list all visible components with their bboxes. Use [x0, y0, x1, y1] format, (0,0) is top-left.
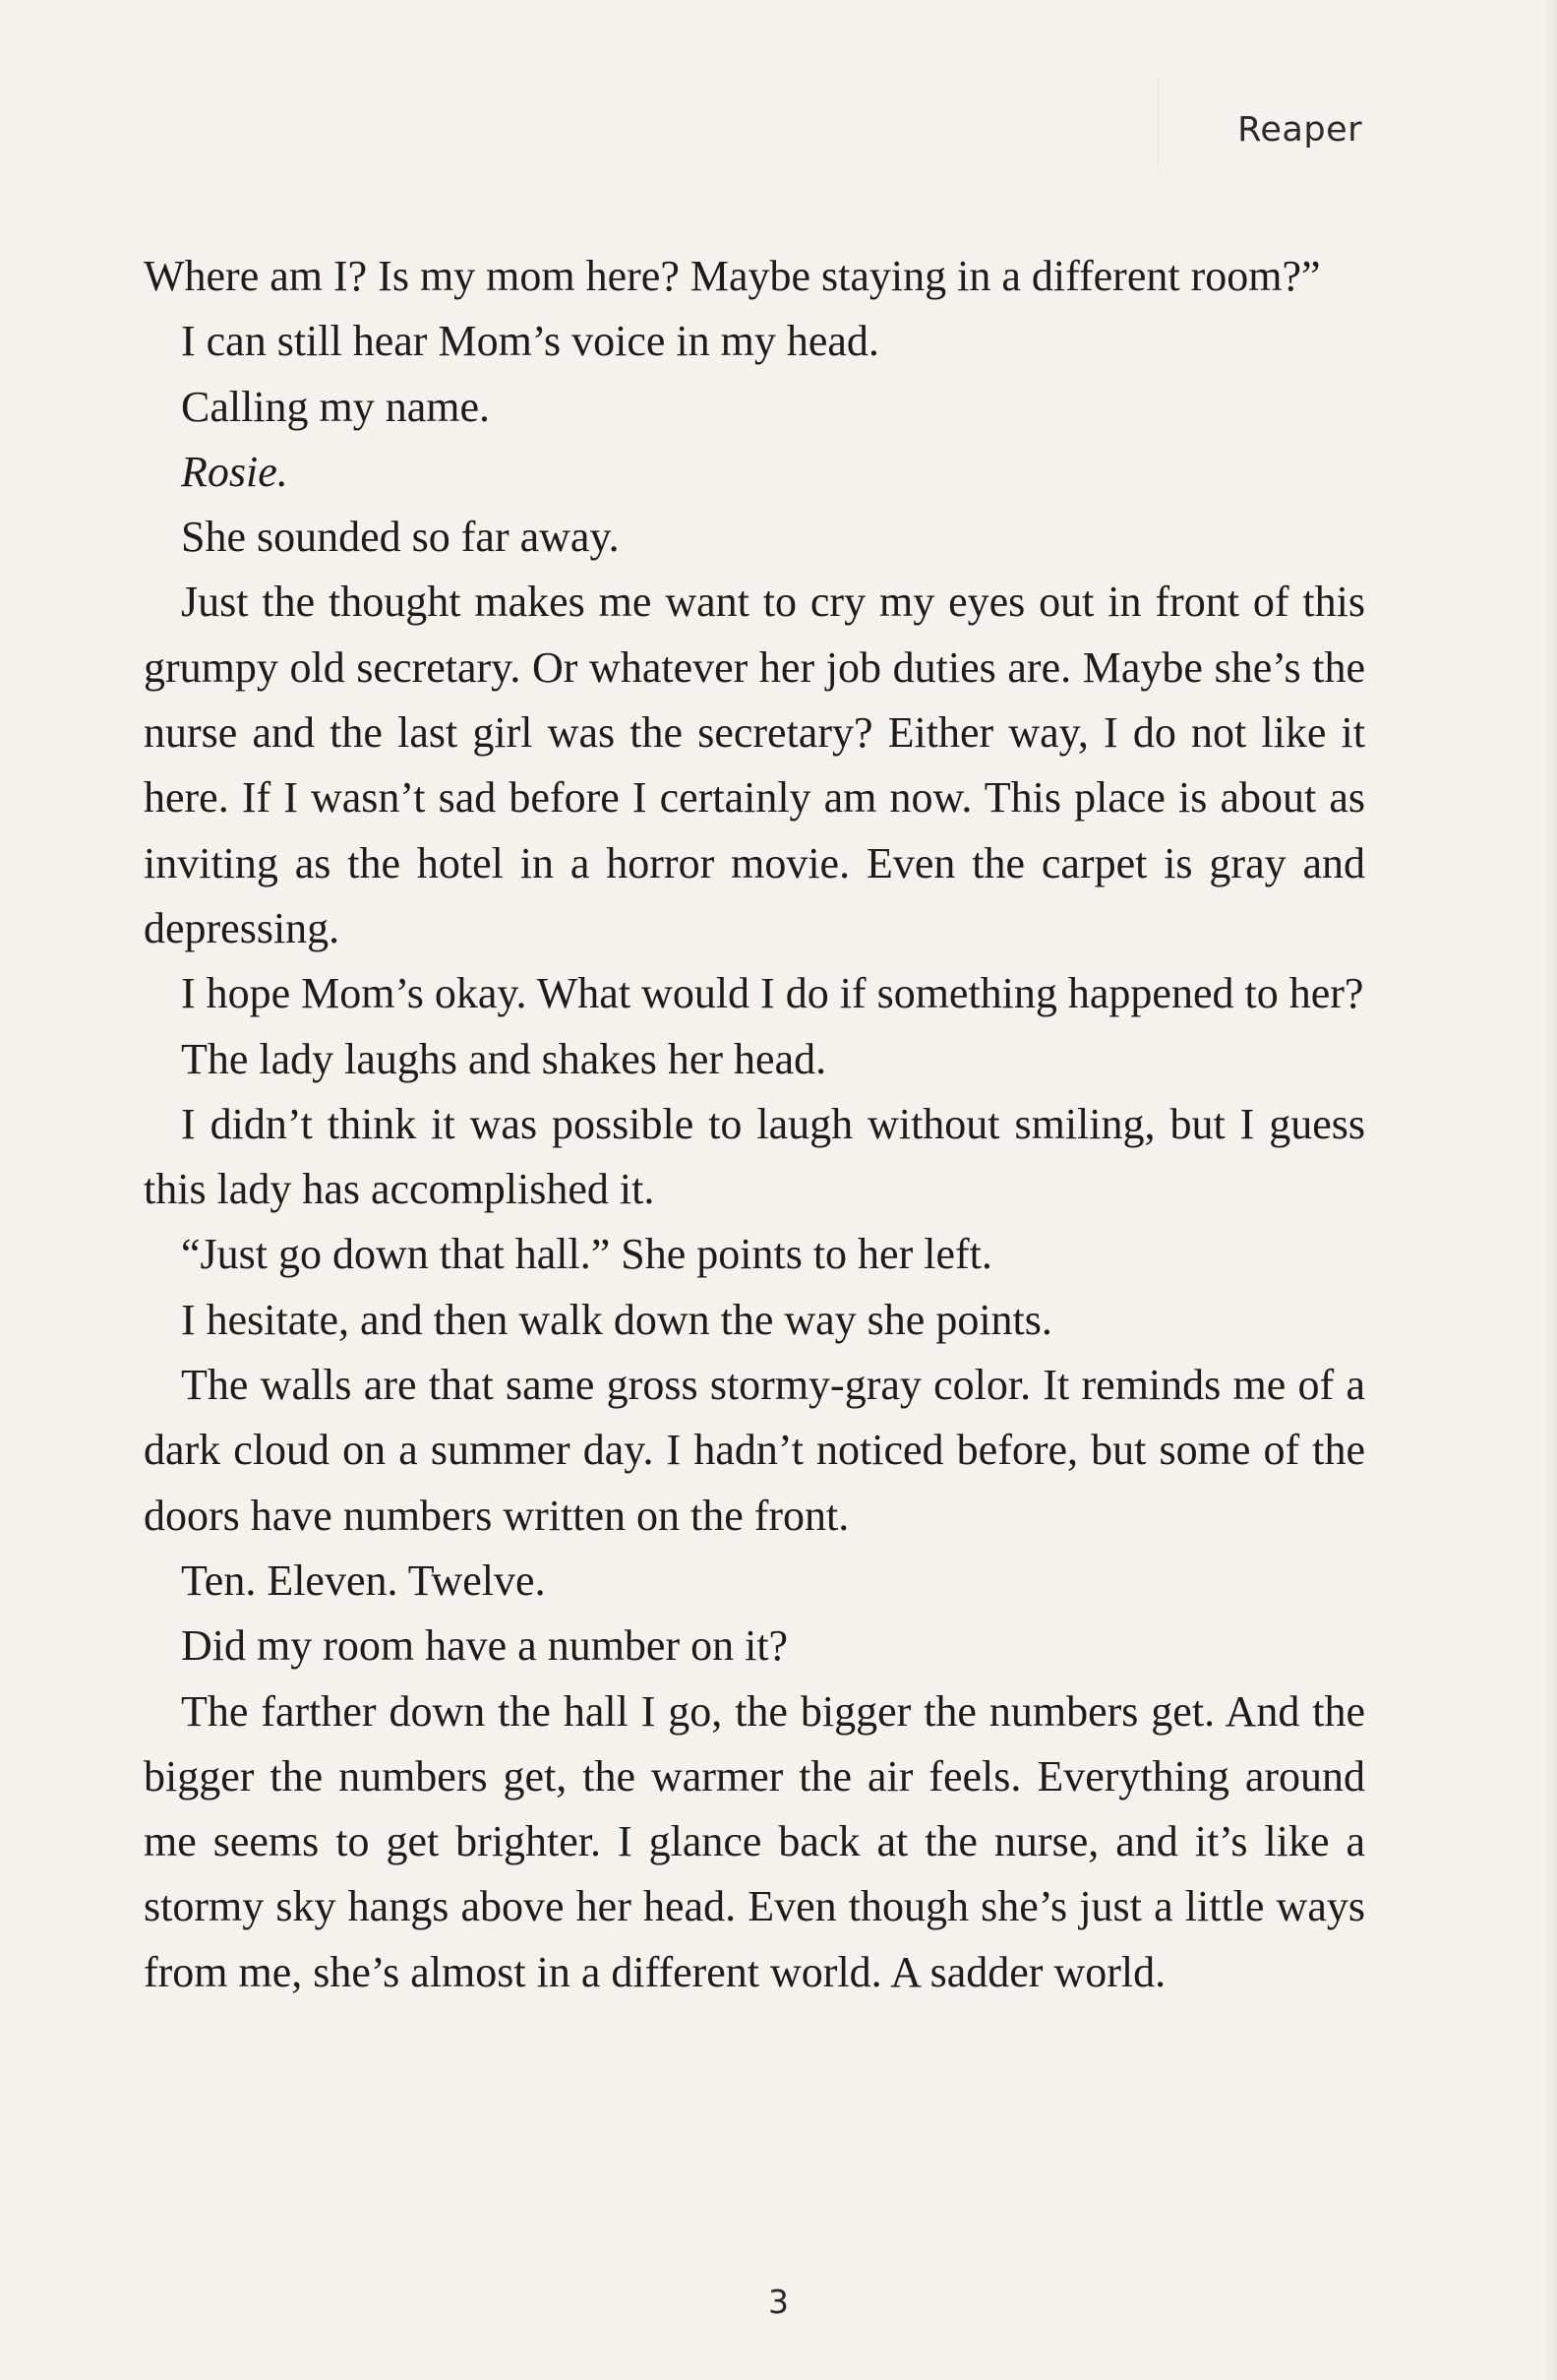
paragraph: The walls are that same gross stormy-gray color. It reminds me of a dark cloud on a summer day. I hadn’t noticed before, but some of the doors have numbers written on the front.: [144, 1361, 1365, 1540]
page-number: 3: [768, 2283, 789, 2321]
paragraph: I didn’t think it was possible to laugh without smiling, but I guess this lady has accomplished it.: [144, 1099, 1365, 1214]
body-text: [144, 244, 1365, 2005]
paragraph: The lady laughs and shakes her head.: [181, 1034, 827, 1083]
paragraph: Calling my name.: [181, 382, 491, 431]
paragraph: Just the thought makes me want to cry my eyes out in front of this grumpy old secretary. Or whatever her job duties are. Maybe she’s the nurse and the last girl was the secretary? Either way, I do not like it here. If I wasn’t sad before I certainly am now. This place is about as inviting as the hotel in a horror movie. Even the carpet is gray and depressing.: [144, 578, 1365, 952]
paragraph: Ten. Eleven. Twelve.: [181, 1556, 546, 1605]
paragraph: I can still hear Mom’s voice in my head.: [181, 317, 879, 366]
paragraph: “Just go down that hall.” She points to her left.: [181, 1230, 992, 1279]
paragraph: She sounded so far away.: [181, 513, 620, 562]
paragraph: The farther down the hall I go, the bigger the numbers get. And the bigger the numbers get, the warmer the air feels. Everything around me seems to get brighter. I glance back at the nurse, and it’s like a stormy sky hangs above her head. Even though she’s just a little ways from me, she’s almost in a different world. A sadder world.: [144, 1686, 1365, 1996]
paragraph: I hesitate, and then walk down the way she points.: [181, 1295, 1052, 1344]
header-rule: [1158, 77, 1159, 170]
running-head: Reaper: [1237, 110, 1362, 150]
page-edge-shadow: [1543, 0, 1557, 2380]
paragraph: I hope Mom’s okay. What would I do if something happened to her?: [181, 969, 1364, 1018]
paragraph: Where am I? Is my mom here? Maybe staying in a different room?”: [144, 252, 1321, 300]
paragraph-italic: Rosie.: [181, 447, 288, 496]
paragraph: Did my room have a number on it?: [181, 1621, 789, 1671]
